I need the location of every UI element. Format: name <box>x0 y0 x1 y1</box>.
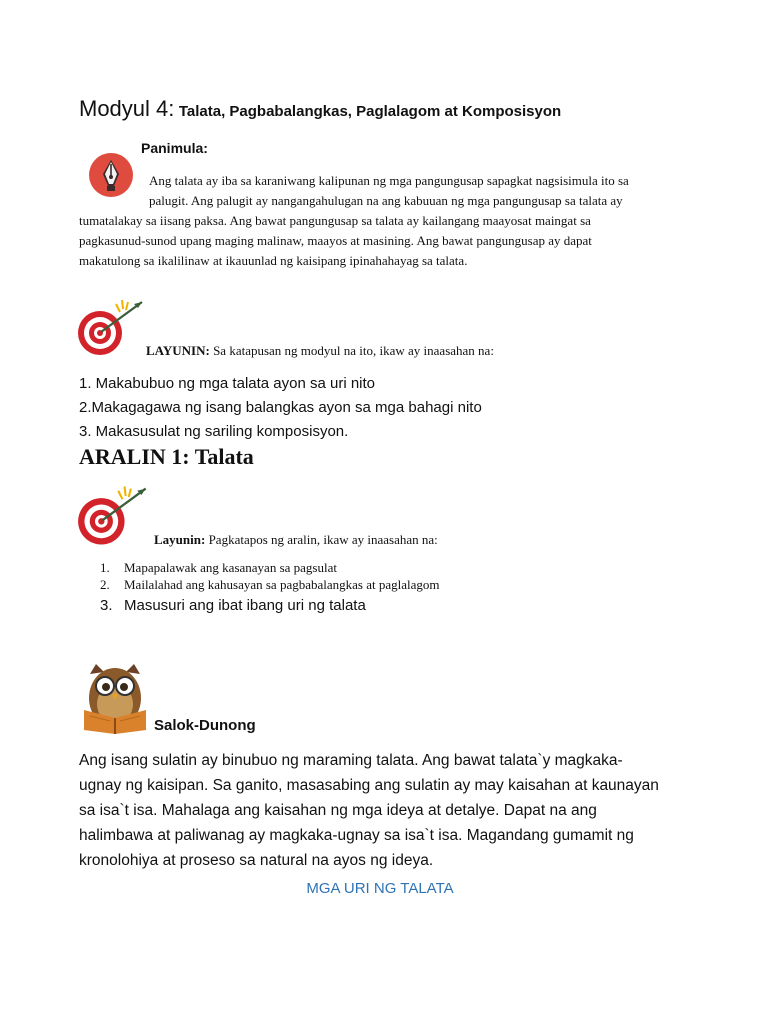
panimula-line: pagkasunud-sunod upang maging malinaw, maayos at masining. Ang bawat pangungusap ay dapat <box>79 233 592 248</box>
aralin-objectives-list <box>100 559 440 614</box>
target-arrow-icon <box>76 482 152 548</box>
layunin-text: Sa katapusan ng modyul na ito, ikaw ay inaasahan na: <box>213 343 494 358</box>
aralin-layunin-intro <box>154 532 438 548</box>
panimula-paragraph <box>79 171 677 271</box>
list-item <box>100 597 440 614</box>
salok-paragraph <box>79 748 679 873</box>
aralin-layunin-label: Layunin: <box>154 532 206 547</box>
section-subtitle: MGA URI NG TALATA <box>306 880 454 897</box>
panimula-heading: Panimula: <box>141 140 208 156</box>
list-item <box>100 559 440 576</box>
list-item: 1. Makabubuo ng mga talata ayon sa uri nito <box>79 375 376 392</box>
target-arrow-icon <box>76 296 148 358</box>
aralin-title: ARALIN 1: Talata <box>79 444 254 469</box>
list-item: 2.Makagagawa ng isang balangkas ayon sa mga bahagi nito <box>79 399 482 416</box>
list-text: Masusuri ang ibat ibang uri ng talata <box>124 597 366 614</box>
list-number: 2. <box>100 577 110 592</box>
list-item: 3. Makasusulat ng sariling komposisyon. <box>79 423 349 440</box>
objectives-list <box>79 372 482 444</box>
salok-line: halimbawa at paliwanag ay magkaka-ugnay sa isa`t isa. Magandang gumamit ng <box>79 827 634 844</box>
list-number: 1. <box>100 560 110 575</box>
layunin-intro <box>146 343 494 359</box>
module-title <box>79 96 561 122</box>
salok-line: Ang isang sulatin ay binubuo ng maraming talata. Ang bawat talata`y magkaka- <box>79 752 623 769</box>
aralin-layunin-text: Pagkatapos ng aralin, ikaw ay inaasahan na: <box>208 532 438 547</box>
salok-line: ugnay ng kaisipan. Sa ganito, masasabing ang sulatin ay may kaisahan at kaunayan <box>79 777 659 794</box>
module-title-main: Modyul 4: <box>79 96 175 121</box>
panimula-line: makatulong sa ikalilinaw at ikauunlad ng kaisipang ipinahahayag sa talata. <box>79 253 468 268</box>
salok-line: kronolohiya at proseso sa natural na ayos ng ideya. <box>79 852 434 869</box>
owl-reading-icon <box>78 660 152 736</box>
list-number: 3. <box>100 597 113 614</box>
list-text: Mailalahad ang kahusayan sa pagbabalangkas at paglalagom <box>124 577 440 592</box>
layunin-label: LAYUNIN: <box>146 343 210 358</box>
salok-heading: Salok-Dunong <box>154 717 256 734</box>
panimula-line: palugit. Ang palugit ay nangangahulugan na ang kabuuan ng mga pangungusap sa talata ay <box>149 193 623 208</box>
panimula-line: Ang talata ay iba sa karaniwang kalipunan ng mga pangungusap sapagkat nagsisimula ito sa <box>149 173 629 188</box>
list-item <box>100 576 440 593</box>
list-text: Mapapalawak ang kasanayan sa pagsulat <box>124 560 337 575</box>
module-title-sub: Talata, Pagbabalangkas, Paglalagom at Komposisyon <box>178 103 562 120</box>
salok-line: sa isa`t isa. Mahalaga ang kaisahan ng mga ideya at detalye. Dapat na ang <box>79 802 597 819</box>
panimula-line: tumatalakay sa iisang paksa. Ang bawat pangungusap sa talata ay kailangang maayosat maingat sa <box>79 213 591 228</box>
